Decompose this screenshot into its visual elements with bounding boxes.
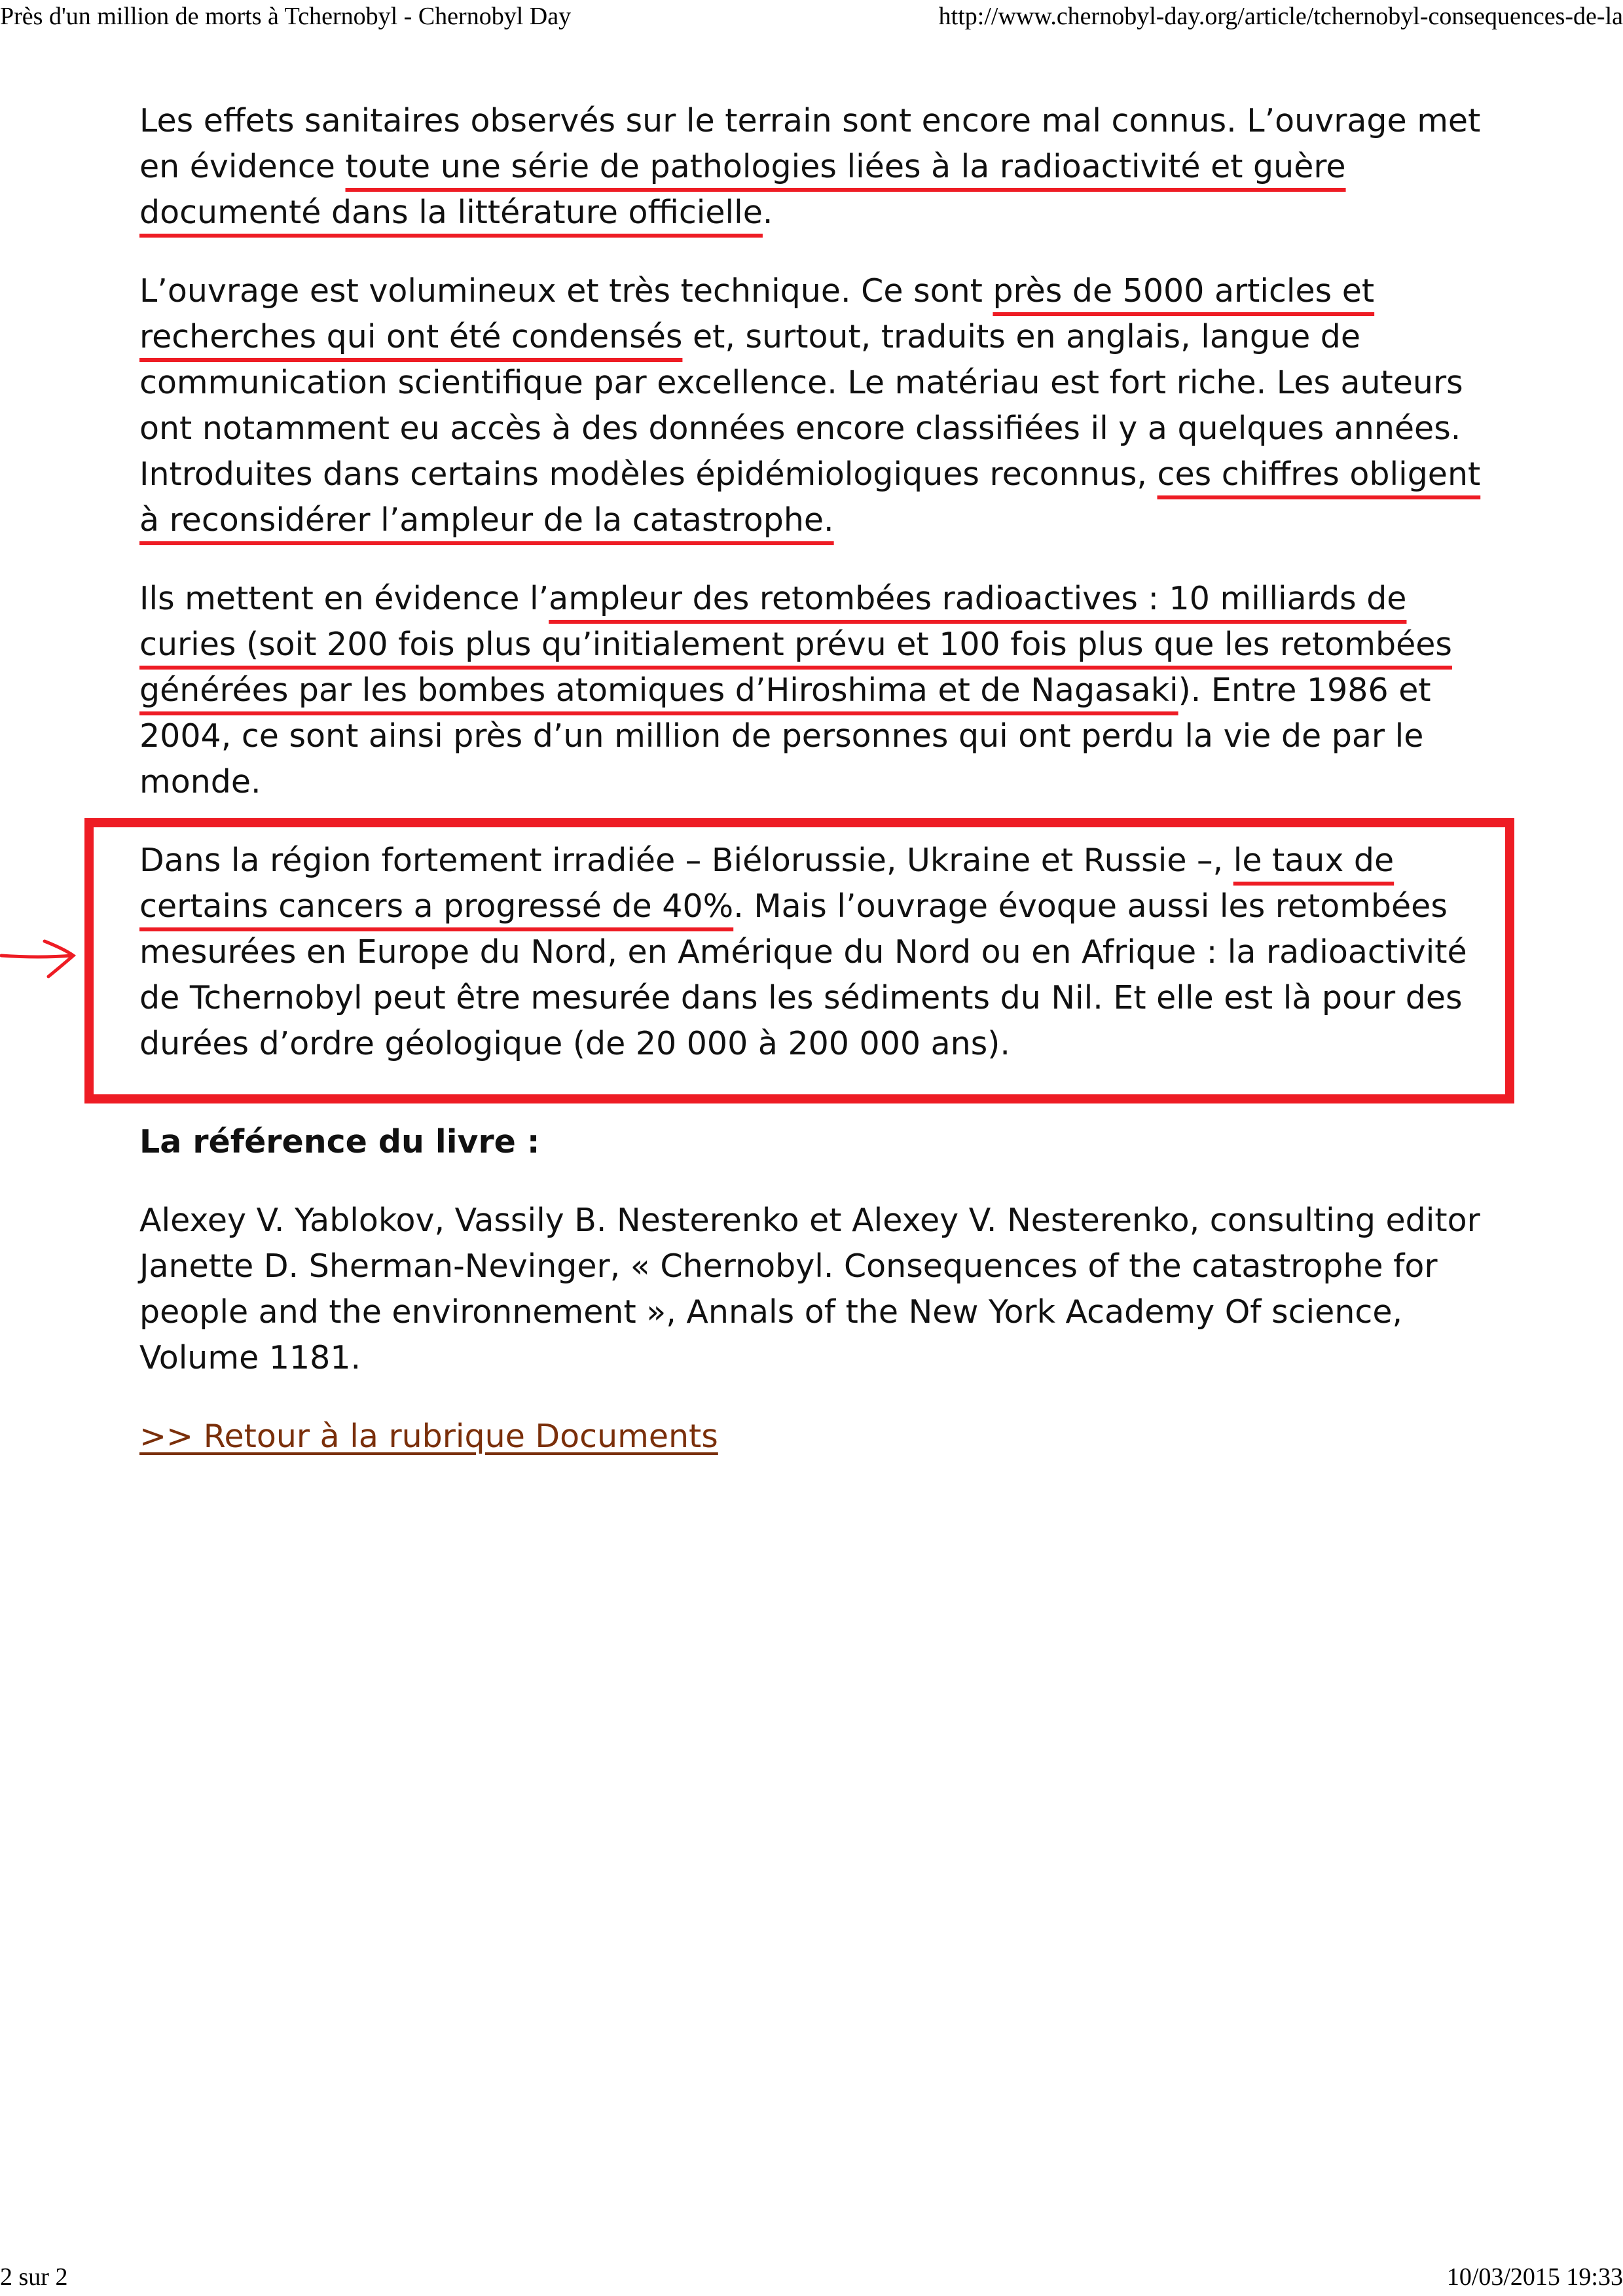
paragraph-1: Les effets sanitaires observés sur le terrain sont encore mal connus. L’ouvrage met en évidence toute une série de pathologies liées à la radioactivité et guère documenté dans la littérature officielle.	[139, 102, 1481, 231]
hand-drawn-arrow-icon	[0, 929, 85, 982]
highlight: près de 5000 articles et recherches qui ont été condensés	[139, 272, 1375, 355]
highlight: toute une série de pathologies liées à la radioactivité et guère documenté dans la littérature officielle	[139, 148, 1346, 231]
highlight: le taux de certains cancers a progressé de 40%	[139, 842, 1395, 925]
boxed-paragraph: Dans la région fortement irradiée – Biélorussie, Ukraine et Russie –, le taux de certains cancers a progressé de 40%. Mais l’ouvrage évoque aussi les retombées mesurées en Europe du Nord, en Amérique du Nord ou en Afrique : la radioactivité de Tchernobyl peut être mesurée dans les sédiments du Nil. Et elle est là pour des durées d’ordre géologique (de 20 000 à 200 000 ans).	[139, 838, 1488, 1067]
article-body	[139, 98, 1488, 1492]
paragraph-3: Ils mettent en évidence l’ampleur des retombées radioactives : 10 milliards de curies (soit 200 fois plus qu’initialement prévu et 100 fois plus que les retombées générées par les bombes atomiques d’Hiroshima et de Nagasaki). Entre 1986 et 2004, ce sont ainsi près d’un million de personnes qui ont perdu la vie de par le monde.	[139, 580, 1452, 800]
print-datetime: 10/03/2015 19:33	[1446, 2263, 1623, 2291]
reference-heading: La référence du livre :	[139, 1123, 540, 1160]
highlight: ampleur des retombées radioactives : 10 milliards de curies (soit 200 fois plus qu’initialement prévu et 100 fois plus que les retombées générées par les bombes atomiques d’Hiroshima et de Nagasaki	[139, 580, 1452, 709]
reference-text: Alexey V. Yablokov, Vassily B. Nesterenko et Alexey V. Nesterenko, consulting editor Janette D. Sherman-Nevinger, « Chernobyl. Consequences of the catastrophe for people and the environnement », Annals of the New York Academy Of science, Volume 1181.	[139, 1202, 1480, 1376]
back-to-documents-link[interactable]: >> Retour à la rubrique Documents	[139, 1418, 718, 1455]
paragraph-2: L’ouvrage est volumineux et très technique. Ce sont près de 5000 articles et recherches qui ont été condensés et, surtout, traduits en anglais, langue de communication scientifique par excellence. Le matériau est fort riche. Les auteurs ont notamment eu accès à des données encore classifiées il y a quelques années. Introduites dans certains modèles épidémiologiques reconnus, ces chiffres obligent à reconsidérer l’ampleur de la catastrophe.	[139, 272, 1481, 539]
page-number: 2 sur 2	[0, 2263, 68, 2291]
page-url: http://www.chernobyl-day.org/article/tchernobyl-consequences-de-la	[938, 3, 1623, 30]
highlight: ces chiffres obligent à reconsidérer l’ampleur de la catastrophe.	[139, 456, 1481, 539]
browser-page-title: Près d'un million de morts à Tchernobyl - Chernobyl Day	[0, 3, 572, 30]
